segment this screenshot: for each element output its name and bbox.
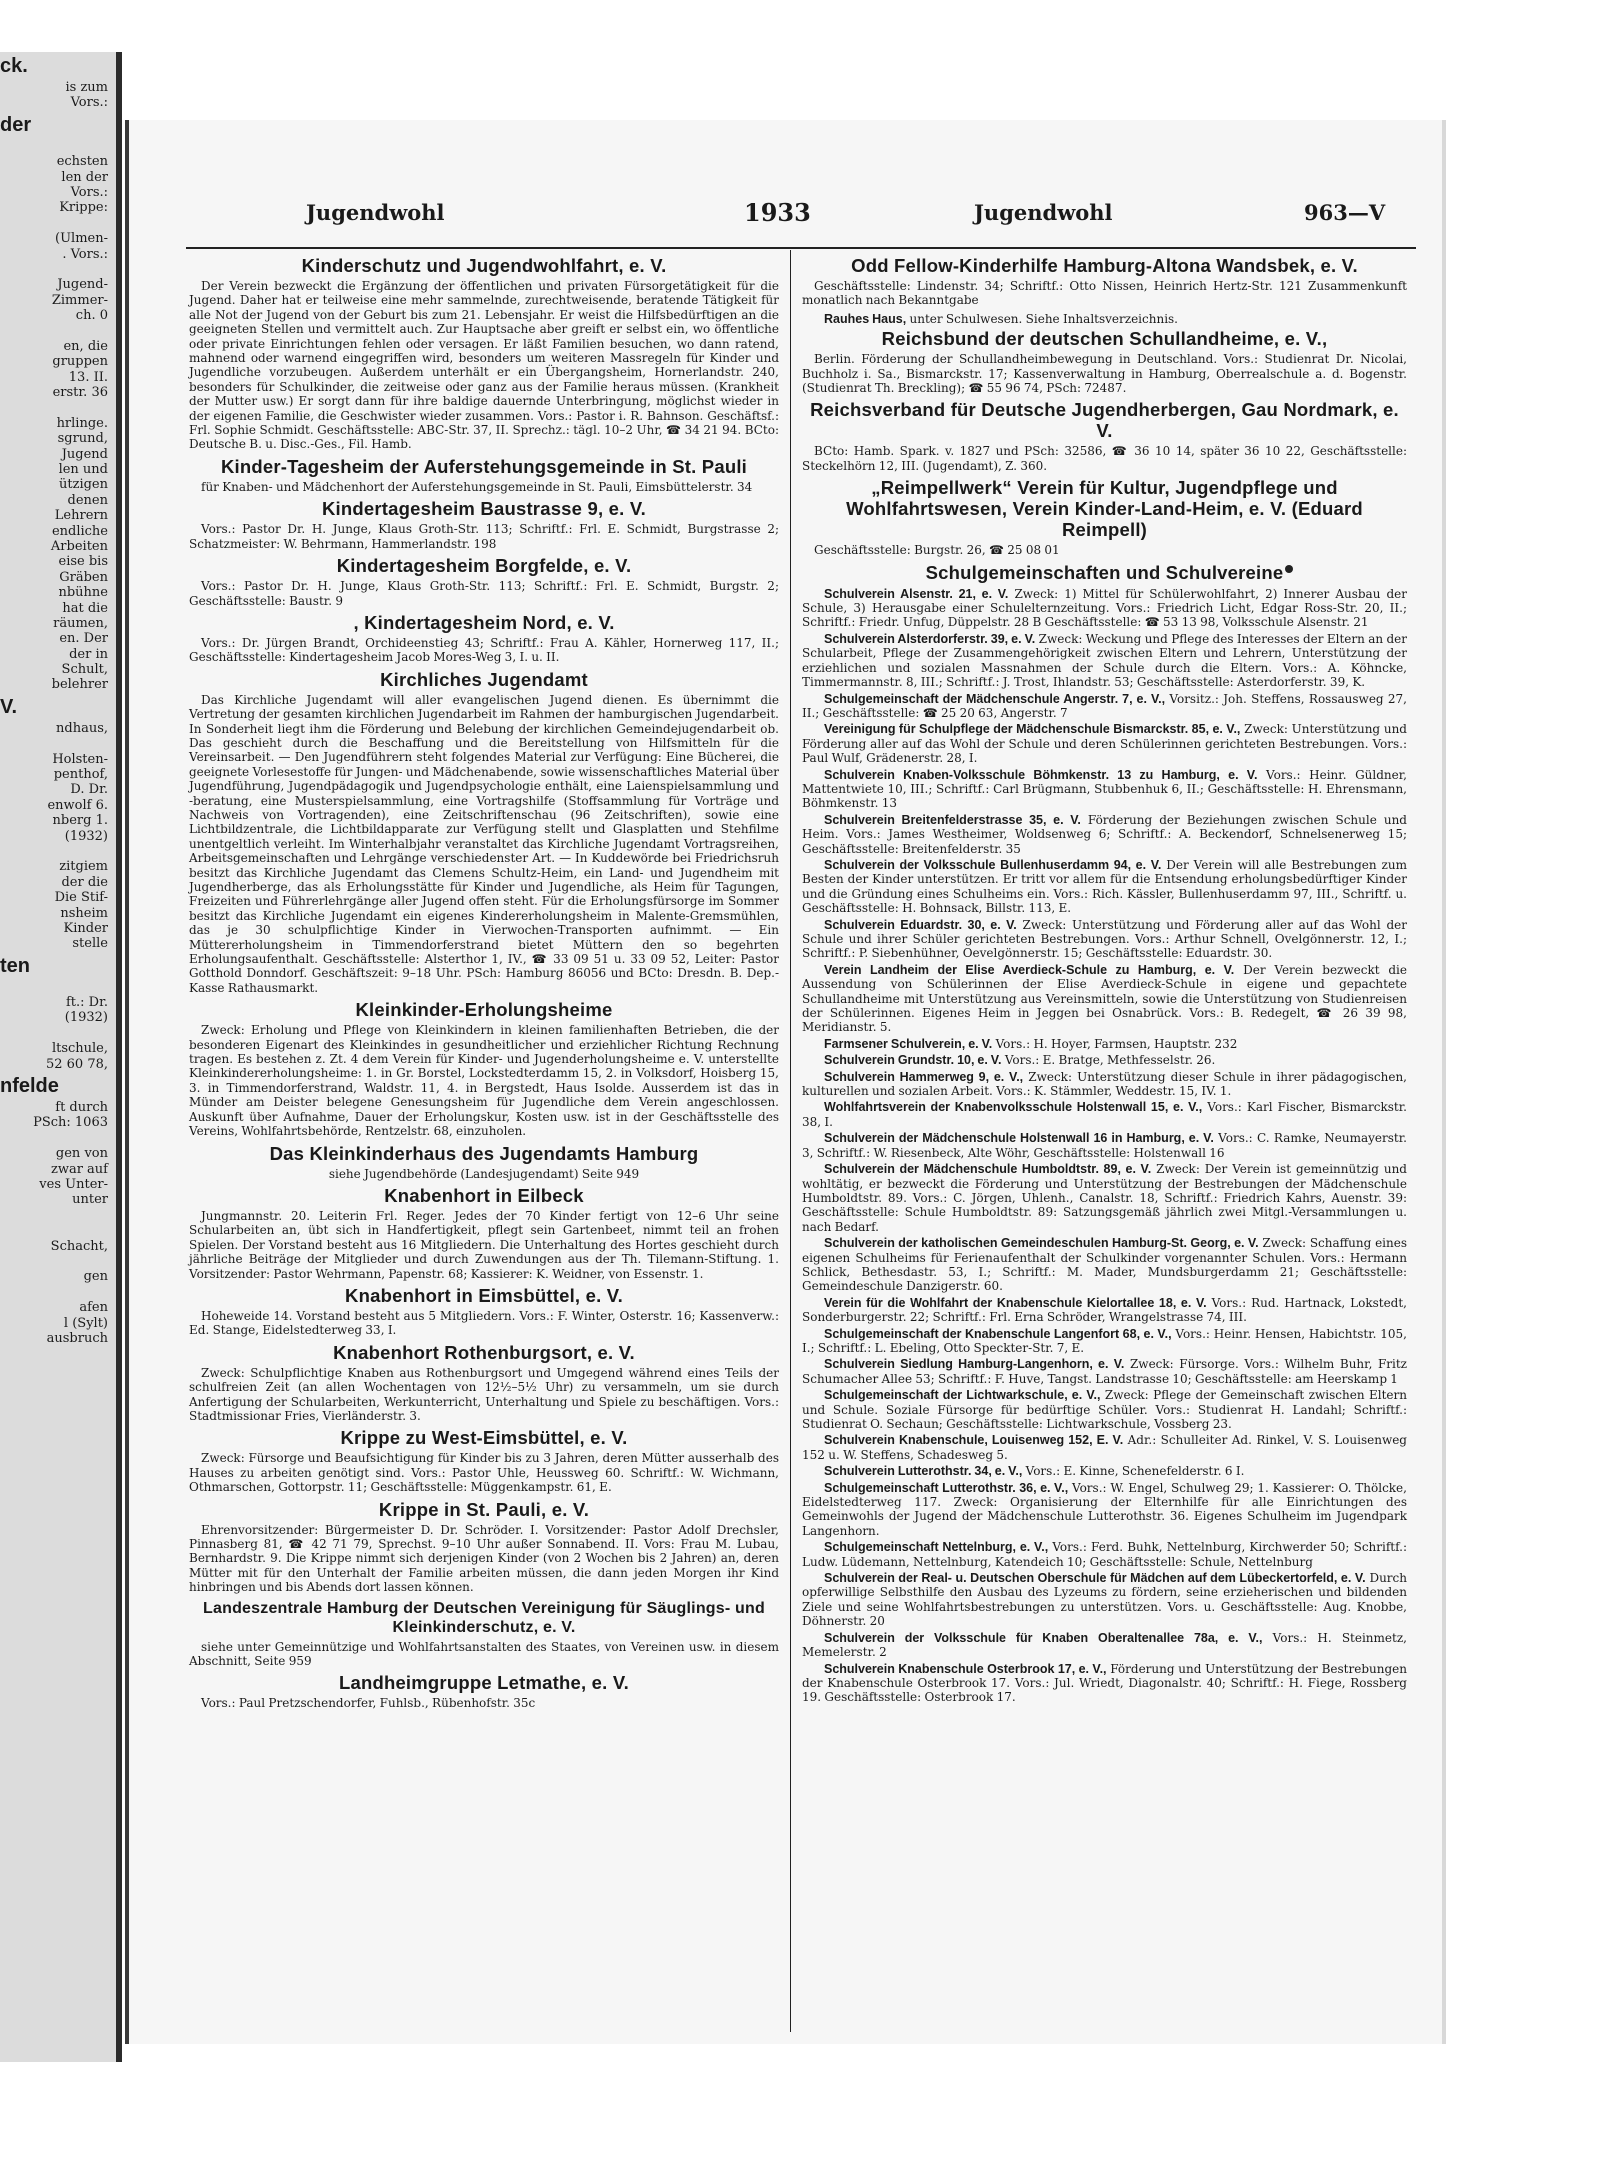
entry [189,255,779,452]
fragment-line: V. [0,695,18,718]
entry-name: Schulgemeinschaft der Lichtwarkschule, e. V., [824,1388,1101,1403]
fragment-line: ltschule, [51,1041,108,1057]
entry-details: Zweck: 1) Mittel für Schülerwohlfahrt, 2) Innerer Ausbau der Schule, 3) Herausgabe einer Schulelternzeitung. Vors.: Friedrich Licht, Edgar Ross-Str. 20, II.; Schriftf.: Friedr. Unfug, Düppelstr. 28 B Geschäftsstelle: ☎ 53 13 98, Volksschule Alsenstr. 21 [802,586,1407,630]
entry-body: Zweck: Erholung und Pflege von Kleinkindern in kleinen familienhaften Betrieben, die der besonderen Eigenart des Kleinkindes in gesundheitlicher und erziehlicher Richtung Rechnung tragen. Es bestehen z. Zt. 4 dem Verein für Kinder- und Jugenderholungsheime e. V. unterstellte Kleinkindererholungsheime: 1. in Gr. Borstel, Lockstedterdamm 15, 2. in Volksdorf, Hoisberg 15, 3. in Timmendorferstrand, Waldstr. 11, 4. in Bergstedt, Haus Isolde. Ausserdem ist das in Münder am Deister belegene Genesungsheim für Jugendliche dem Verein angeschlossen. Auskunft über Aufnahme, Dauer der Erholungskur, Kosten usw. ist in der Geschäftsstelle des Vereins, Wohlfahrtsbehörde, Rentzelstr. 68, einzuholen. [189,1023,779,1139]
entry-name: Schulverein Lutterothstr. 34, e. V., [824,1464,1023,1479]
header-rule [186,247,1416,249]
entry-details: Vors.: Karl Fischer, Bismarckstr. 38, I. [802,1100,1407,1129]
fragment-line: zitgiem [59,859,108,875]
entry-body: Hoheweide 14. Vorstand besteht aus 5 Mitgliedern. Vors.: F. Winter, Osterstr. 16; Kassenverw.: Ed. Stange, Eidelstedterweg 33, I. [189,1308,779,1338]
fragment-line: 13. II. [68,369,108,385]
header-year: 1933 [744,198,811,227]
school-association-entry [802,1236,1407,1294]
entry-text [802,1053,1407,1067]
entry-title: Krippe zu West-Eimsbüttel, e. V. [340,1427,628,1449]
entry-details: Vors.: C. Ramke, Neumayerstr. 3, Schriftf.: W. Riesenbeck, Alte Wöhr, Geschäftsstelle: Holstenwall 16 [802,1131,1407,1160]
fragment-line: enwolf 6. [47,797,108,813]
entry-body: Ehrenvorsitzender: Bürgermeister D. Dr. Schröder. I. Vorsitzender: Pastor Adolf Drechsler, Pinnasberg 81, ☎ 42 71 79, Sprechst. 9–10 Uhr außer Sonnabend. II. Vors: Frau M. Lubau, Bernhardstr. 9. Die Krippe nimmt sich derjenigen Kinder (von 2 Wochen bis 2 Jahren) an, deren Mütter mit für den Unterhalt der Familie arbeiten müssen, die dann jeden Morgen ihr Kind hinbringen und bis Abends dort lassen können. [189,1522,779,1595]
fragment-line: sgrund, [57,431,108,447]
fragment-line: penthof, [53,767,108,783]
school-association-entry [802,1662,1407,1705]
school-association-entry [802,1131,1407,1160]
entry [189,456,779,494]
entry-name: Schulverein Alsterdorferstr. 39, e. V. [824,631,1036,646]
fragment-line: gen von [55,1146,108,1162]
entry-details: Vors.: Heinr. Güldner, Mattentwiete 10, III.; Schriftf.: Carl Brügmann, Stubbenhuk 6, II.; Geschäftsstelle: H. Ehrensmann, Böhmkenstr. 13 [802,767,1407,811]
entry-name: Schulverein der Volksschule Bullenhuserdamm 94, e. V. [824,857,1162,872]
school-association-entry [802,1464,1407,1478]
entry-details: Vors.: E. Kinne, Schenefelderstr. 6 I. [1025,1464,1245,1479]
entry-text [802,1236,1407,1294]
entry-name: Schulgemeinschaft der Knabenschule Langenfort 68, e. V., [824,1326,1172,1341]
entry [189,1285,779,1338]
fragment-line [0,980,116,995]
entry-text [802,1327,1407,1356]
entry [802,255,1407,308]
entry-name: Schulgemeinschaft Lutterothstr. 36, e. V., [824,1480,1069,1495]
entry-details: Zweck: Weckung und Pflege des Interesses der Eltern an der Schularbeit, Pflege der Zusammengehörigkeit zwischen Eltern und Lehrern, Unterstützung der erziehlichen und sozialen Massnahmen der Schule durch die Eltern. Vors.: A. Köhncke, Timmermannstr. 8, III.; Schriftf.: J. Trost, Ihlandstr. 53; Geschäftsstelle: Asterdorferstr. 39, K. [802,631,1408,690]
column-divider [790,250,791,2032]
fragment-line: len der [61,169,108,185]
entry [189,999,779,1138]
fragment-line: Schacht, [50,1238,108,1254]
entry [189,555,779,608]
fragment-line: hat die [62,600,108,616]
fragment-line: ten [0,954,30,977]
entry-details: Vors.: H. Steinmetz, Memelerstr. 2 [802,1630,1407,1660]
entry-title: Reichsverband für Deutsche Jugendherbergen, Gau Nordmark, e. V. [810,399,1399,442]
entry-name: Schulverein Knaben-Volksschule Böhmkenstr. 13 zu Hamburg, e. V. [824,767,1258,782]
school-association-entry [802,1037,1407,1051]
right-column [802,253,1407,1707]
fragment-line: Lehrern [54,508,108,524]
entry-title: Knabenhort in Eilbeck [384,1184,584,1206]
entry-body: Zweck: Schulpflichtige Knaben aus Rothenburgsort und Umgegend während eines Teils der schulfreien Zeit (an allen Wochentagen von 12½–5½ Uhr) zu versammeln, um sie durch Anfertigung der Schularbeiten, Werkunterricht, Unterhaltung und Spiele zu beschäftigen. Vors.: Stadtmissionar Fries, Vierländerstr. 3. [189,1365,779,1423]
fragment-line: en, die [63,338,108,354]
entry-name: Schulverein der Volksschule für Knaben Oberaltenallee 78a, e. V., [824,1630,1263,1645]
entry-title: Das Kleinkinderhaus des Jugendamts Hamburg [269,1142,699,1164]
entry-details: Zweck: Schaffung eines eigenen Schulheims für Ferienaufenthalt der Schulkinder vorgenannter Schulen. Vors.: Hermann Schlick, Bethesdastr. 53, I.; Schriftf.: M. Mader, Mundsburgerdamm 21; Geschäftsstelle: Gemeindeschule Danzigerstr. 60. [802,1236,1407,1294]
entry-body: Berlin. Förderung der Schullandheimbewegung in Deutschland. Vors.: Studienrat Dr. Nicolai, Buchholz i. Sa., Bismarckstr. 17; Kassenverwaltung in Hamburg, Oberrealschule a. d. Bogenstr. (Studienrat Th. Breckling); ☎ 55 96 74, PSch: 72487. [802,352,1407,396]
fragment-line [0,216,116,231]
entry-details: Vors.: W. Engel, Schulweg 29; 1. Kassierer: O. Thölcke, Eidelstedterweg 117. Zweck: Organisierung der Elternhilfe für alle Einrichtungen des Gemeinwohls der Jugend der Mädchenschule Lutterothstr. 36. Eigenes Schulheim im Jugendpark Langenhorn. [802,1480,1407,1538]
entry [189,498,779,551]
entry-details: Vorsitz.: Joh. Steffens, Rossausweg 27, II.; Geschäftsstelle: ☎ 25 20 63, Angerstr. 7 [802,691,1407,720]
fragment-line: ft.: Dr. [65,995,108,1011]
entry [189,669,779,996]
entry-name: Schulverein Grundstr. 10, e. V. [824,1053,1002,1068]
entry-title: Kindertagesheim Borgfelde, e. V. [336,555,632,577]
entry-details: Der Verein will alle Bestrebungen zum Besten der Kinder unterstützen. Er tritt vor allem für die Entsendung erholungsbedürftiger Kinder und die Gründung eines Schulheims ein. Vors.: Rich. Kässler, Bullenhuserdamm 97, III., Schriftf. u. Geschäftsstelle: H. Bohnsack, Billstr. 113, E. [802,857,1407,916]
entry-name: Schulverein Hammerweg 9, e. V., [824,1069,1024,1084]
entry [802,477,1407,557]
fragment-line: ck. [0,55,28,77]
entry-text [802,1162,1407,1234]
entry-name: Schulverein Siedlung Hamburg-Langenhorn, e. V. [824,1357,1125,1372]
entry [189,612,779,665]
entry-body: Vors.: Dr. Jürgen Brandt, Orchideenstieg 43; Schriftf.: Frau A. Kähler, Hornerweg 117, II.; Geschäftsstelle: Kindertagesheim Jacob Mores-Weg 3, I. u. II. [189,635,779,665]
left-column [189,253,779,1715]
school-association-entry [802,1053,1407,1067]
fragment-line: unter [72,1192,108,1208]
school-association-entry [802,1070,1407,1099]
fragment-line: endliche [51,523,108,539]
entry [189,1599,779,1669]
running-head [169,200,1419,236]
fragment-line: zwar auf [50,1161,108,1177]
entry-title: Kinder-Tagesheim der Auferstehungsgemeinde in St. Pauli [220,455,747,477]
entry-details: Zweck: Pflege der Gemeinschaft zwischen Eltern und Schule. Soziale Fürsorge für bedürftige Schüler. Vors.: Studienrat H. Landahl; Schriftf.: Studienrat O. Sechaun; Geschäftsstelle: Lichtwarkschule, Vossberg 23. [802,1388,1407,1431]
fragment-line: erstr. 36 [52,385,108,401]
entry-text [802,1131,1407,1160]
entry-text [802,692,1407,721]
entry-details: unter Schulwesen. Siehe Inhaltsverzeichnis. [909,311,1178,326]
school-association-entry [802,768,1407,811]
fragment-line: der in [69,646,108,662]
fragment-line: eise bis [58,554,108,570]
fragment-line: en. Der [59,631,108,647]
school-association-entry [802,813,1407,856]
fragment-line: denen [67,492,108,508]
entry-body: Vors.: Paul Pretzschendorfer, Fuhlsb., Rübenhofstr. 35c [201,1696,536,1711]
entry-body: Der Verein bezweckt die Ergänzung der öffentlichen und privaten Fürsorgetätigkeit für die Jugend. Daher hat er teilweise eine mehr sammelnde, zurechtweisende, beratende Tätigkeit für alle Not der Jugend von der Geburt bis zum 21. Lebensjahr. Er weist die Hilfsbedürftigen an die geeigneten Stellen und vermittelt auch. Zur Hauptsache aber greift er selbst ein, wo öffentliche oder private Einrichtungen fehlen oder versagen. Er läßt Familien besuchen, wo dann ratend, mahnend oder warnend eingegriffen wird, besonders um weiteren Massregeln für Kinder und Jugendliche vorzubeugen. Außerdem unterhält er ein Übergangsheim, Hornerlandstr. 240, besonders für Schulkinder, die zeitweise oder ganz aus der Familie heraus müssen. (Krankheit der Mutter usw.) Er sorgt dann für ihre baldige dauernde Unterbringung, möglichst wieder in der eigenen Familie, die Geschwister wieder zusammen. Vors.: Pastor i. R. Bahnson. Geschäftsf.: Frl. Sophie Schmidt. Geschäftsstelle: ABC-Str. 37, II. Sprechz.: tägl. 10–2 Uhr, ☎ 34 21 94. BCto: Deutsche B. u. Disc.-Ges., Fil. Hamb. [189,279,779,452]
entry-details: Zweck: Der Verein ist gemeinnützig und wohltätig, er bezweckt die Förderung und Unterstützung der Bestrebungen der Mädchenschule Humboldtstr. 89. Vors.: C. Jörgen, Uhlenh., Canalstr. 18, Schriftf.: Friedrich Kahrs, Auenstr. 39: Geschäftsstelle: Schule Humboldtstr. 89: Satzungsgemäß jährlich zwei Mitgl.-Versammlungen u. nach Bedarf. [802,1162,1407,1234]
entry-name: Schulverein Knabenschule, Louisenweg 152, E. V. [824,1433,1124,1448]
entry-text [802,1433,1407,1462]
fragment-line: 52 60 78, [45,1056,108,1072]
entry-title: , Kindertagesheim Nord, e. V. [353,611,615,633]
entry-details: Vors.: Rud. Hartnack, Lokstedt, Sonderburgerstr. 22; Schriftf.: Frl. Erna Schröder, Wrangelstrasse 74, III. [802,1295,1407,1325]
entry-name: Schulverein Breitenfelderstrasse 35, e. V. [824,812,1081,827]
entry-body: Geschäftsstelle: Burgstr. 26, ☎ 25 08 01 [814,543,1060,558]
entry-name: Schulverein der Mädchenschule Holstenwall 16 in Hamburg, e. V. [824,1131,1214,1146]
entry-name: Schulverein der Mädchenschule Humboldtstr. 89, e. V. [824,1162,1152,1177]
fragment-line: räumen, [53,615,108,631]
fragment-line [0,400,116,415]
entry-text [802,768,1407,811]
entry-details: Der Verein bezweckt die Aussendung von Schülerinnen der Elise Averdieck-Schule in eigene und gepachtete Schullandheime mit Unterstützung aus Vereinsmitteln, sowie die Unterstützung von Studienreisen der Schülerinnen. Eigenes Heim in Jeggen bei Osnabrück. Vors.: B. Redegelt, ☎ 26 39 98, Meridianstr. 5. [802,962,1407,1035]
entry-name: Schulverein Knabenschule Osterbrook 17, e. V., [824,1661,1107,1676]
entry-body: Zweck: Fürsorge und Beaufsichtigung für Kinder bis zu 3 Jahren, deren Mütter ausserhalb des Hauses zu arbeiten genötigt sind. Vors.: Pastor Uhle, Heussweg 60. Schriftf.: W. Wichmann, Othmarschen, Gottorpstr. 11; Geschäftsstelle: Müggenkampstr. 61, E. [189,1451,779,1495]
fragment-line: Arbeiten [50,538,108,554]
entry-text [802,1571,1407,1629]
fragment-line: gen [83,1269,108,1285]
margin-dot [1285,565,1293,573]
entry-details: Adr.: Schulleiter Ad. Rinkel, V. S. Louisenweg 152 u. W. Steffens, Schadesweg 5. [802,1433,1407,1462]
entry-title: Kirchliches Jugendamt [380,668,588,690]
school-association-entry [802,858,1407,916]
fragment-line: der [0,113,32,136]
fragment-line [0,262,116,277]
fragment-line [0,1131,116,1146]
school-association-entry [802,963,1407,1035]
fragment-line: Jugend [61,446,108,462]
entry-details: Vors.: H. Hoyer, Farmsen, Hauptstr. 232 [995,1036,1238,1051]
fragment-line: Zimmer- [51,292,108,308]
entry-details: Vors.: Ferd. Buhk, Nettelnburg, Kirchwerder 50; Schriftf.: Ludw. Lüdemann, Nettelnburg, Katendeich 10; Geschäftsstelle: Schule, Nettelnburg [802,1540,1407,1569]
entry-title: Kinderschutz und Jugendwohlfahrt, e. V. [301,255,667,276]
entry-text [802,1464,1407,1478]
entry [189,1143,779,1181]
fragment-line: len und [58,461,108,477]
entry-name: Schulgemeinschaft der Mädchenschule Angerstr. 7, e. V., [824,691,1166,706]
entry-body: siehe unter Gemeinnützige und Wohlfahrtsanstalten des Staates, von Vereinen usw. in diesem Abschnitt, Seite 959 [189,1639,779,1669]
entry-name: Schulverein der Real- u. Deutschen Oberschule für Mädchen auf dem Lübeckertorfeld, e. V. [824,1571,1366,1586]
fragment-line: Schult, [61,662,108,678]
entry-name: Schulverein der katholischen Gemeindeschulen Hamburg-St. Georg, e. V. [824,1236,1259,1251]
entry-details: Vors.: Heinr. Hensen, Habichtstr. 105, I.; Schriftf.: L. Ebeling, Otto Speckter-Str. 7, E. [802,1326,1407,1355]
fragment-line: afen [79,1300,108,1316]
entry-title: Schulgemeinschaften und Schulvereine [925,561,1284,583]
entry-details: Zweck: Unterstützung und Förderung aller auf das Wohl der Schule und deren Schülerinnen gerichteten Bestrebungen. Vors.: Paul Wulf, Grädenerstr. 28, I. [802,722,1407,766]
entry-text [802,813,1407,856]
entry-name: Schulverein Eduardstr. 30, e. V. [824,917,1017,932]
school-association-entry [802,1481,1407,1539]
fragment-line: nsheim [60,905,108,921]
entry-name: Farmsener Schulverein, e. V. [824,1036,993,1051]
entry-text [802,1631,1407,1660]
fragment-line: stelle [72,936,108,952]
entry-text [802,1100,1407,1129]
fragment-line: Holsten- [52,751,108,767]
school-association-entry [802,1162,1407,1234]
entry-title: Kindertagesheim Baustrasse 9, e. V. [321,498,647,520]
fragment-line: (1932) [64,828,108,844]
fragment-line: is zum [65,80,108,95]
entry-details: Vors.: E. Bratge, Methfesselstr. 26. [1004,1053,1216,1068]
school-association-entry [802,1296,1407,1325]
fragment-line: Die Stif- [54,890,108,906]
entry-text [802,1662,1407,1705]
school-association-entry [802,632,1407,690]
entry-text [802,1357,1407,1386]
entry-text [802,1070,1407,1099]
entry [802,399,1407,473]
fragment-line [0,1026,116,1041]
fragment-line: ützigen [59,477,108,493]
entry [189,1672,779,1710]
entry-details: Zweck: Fürsorge. Vors.: Wilhelm Buhr, Fritz Schumacher Allee 53; Schriftf.: F. Huve, Tangst. Landstrasse 10; Geschäftsstelle: am Heerskamp 1 [802,1357,1408,1386]
fragment-line: ch. 0 [75,308,108,324]
fragment-line: hrlinge. [56,415,108,431]
fragment-line: nfelde [0,1075,59,1098]
fragment-line: ves Unter- [39,1177,108,1192]
fragment-line [0,139,116,154]
fragment-line: ndhaus, [56,720,108,736]
entry-title: Reichsbund der deutschen Schullandheime, e. V., [881,328,1328,350]
fragment-line: gruppen [52,354,108,370]
fragment-line [0,1208,116,1223]
entry-name: Wohlfahrtsverein der Knabenvolksschule Holstenwall 15, e. V., [824,1100,1203,1115]
entry-name: Schulgemeinschaft Nettelnburg, e. V., [824,1540,1049,1555]
fragment-line [0,1254,116,1269]
entry-title: Odd Fellow-Kinderhilfe Hamburg-Altona Wandsbek, e. V. [851,255,1358,276]
entry-details: Förderung der Beziehungen zwischen Schule und Heim. Vors.: James Westheimer, Woldsenweg 6; Schriftf.: A. Beckendorf, Schnelsenerweg 15; Geschäftsstelle: Breitenfelderstr. 35 [802,812,1407,856]
entry-title: Landheimgruppe Letmathe, e. V. [338,1672,630,1694]
fragment-line: Kinder [63,920,108,936]
school-association-entry [802,312,1407,326]
fragment-line [0,1285,116,1300]
entry-title: Knabenhort in Eimsbüttel, e. V. [345,1284,623,1306]
scanned-page [125,120,1442,2044]
fragment-line [0,1223,116,1238]
school-association-entry [802,918,1407,961]
school-association-entry [802,1433,1407,1462]
entry-title: Landeszentrale Hamburg der Deutschen Vereinigung für Säuglings- und Kleinkinderschutz, e. V. [203,1599,765,1636]
entry-body: Vors.: Pastor Dr. H. Junge, Klaus Groth-Str. 113; Schriftf.: Frl. E. Schmidt, Burgstr. 2; Geschäftsstelle: Baustr. 9 [189,579,779,608]
entry-body: Jungmannstr. 20. Leiterin Frl. Reger. Jedes der 70 Kinder fertigt von 12–6 Uhr seine Schularbeiten an, übt sich in Handfertigkeit, pflegt sein Gartenbeet, nimmt teil an frohen Spielen. Der Vorstand besteht aus 16 Mitgliedern. Die Unterhaltung des Hortes geschieht durch jährliche Beiträge der Mitglieder und durch Zuwendungen aus der Th. Tilemann-Stiftung. 1. Vorsitzender: Pastor Wehrmann, Papenstr. 68; Kassierer: K. Weidner, von Essenstr. 1. [189,1208,779,1281]
school-association-entry [802,1571,1407,1629]
entry-text [802,722,1407,765]
fragment-line: nbühne [58,585,108,601]
entry [802,562,1407,583]
entry-text [802,858,1407,916]
entry-text [802,918,1407,961]
entry-name: Vereinigung für Schulpflege der Mädchenschule Bismarckstr. 85, e. V., [824,722,1241,737]
fragment-line: (Ulmen- [55,231,108,247]
entry-details: Förderung und Unterstützung der Bestrebungen der Knabenschule Osterbrook 17. Vors.: Jul. Wriedt, Diagonalstr. 40; Schriftf.: H. Fiege, Rossberg 19. Geschäftsstelle: Osterbrook 17. [802,1661,1407,1705]
school-association-entry [802,722,1407,765]
fragment-line: Vors.: [70,184,108,200]
school-association-entry [802,1631,1407,1660]
fragment-line [0,323,116,338]
entry [189,1427,779,1494]
entry-text [802,963,1407,1035]
fragment-line: ft durch [55,1100,108,1116]
school-association-entry [802,1357,1407,1386]
entry-name: Verein für die Wohlfahrt der Knabenschule Kielortallee 18, e. V. [824,1295,1207,1310]
fragment-line: Krippe: [59,200,108,216]
fragment-line: der die [61,874,108,890]
entry-body: Vors.: Pastor Dr. H. Junge, Klaus Groth-Str. 113; Schriftf.: Frl. E. Schmidt, Burgstrasse 2; Schatzmeister: W. Behrmann, Hammerlandstr. 198 [189,522,779,551]
entry-name: Verein Landheim der Elise Averdieck-Schule zu Hamburg, e. V. [824,962,1235,977]
entry-text [802,312,1407,326]
entry [189,1342,779,1424]
entry-text [802,632,1407,690]
header-right-title: Jugendwohl [974,200,1113,225]
entry-title: Kleinkinder-Erholungsheime [355,999,613,1021]
entry-title: Krippe in St. Pauli, e. V. [378,1498,590,1520]
school-association-entry [802,1327,1407,1356]
entry-text [802,1388,1407,1431]
entry [802,328,1407,395]
entry [189,1185,779,1281]
school-association-entry [802,692,1407,721]
entry-text [802,1296,1407,1325]
fragment-line: Jugend- [57,277,108,293]
entry-title: „Reimpellwerk“ Verein für Kultur, Jugendpflege und Wohlfahrtswesen, Verein Kinder-Land-Heim, e. V. (Eduard Reimpell) [846,477,1363,541]
school-association-entry [802,587,1407,630]
fragment-line: Vors.: [70,95,108,111]
fragment-line: PSch: 1063 [33,1115,108,1131]
fragment-line [0,736,116,751]
fragment-line: nberg 1. [52,813,108,829]
entry-details: Zweck: Unterstützung dieser Schule in ihrer pädagogischen, kulturellen und sozialen Arbeit. Vors.: K. Stämmler, Weddestr. 15, IV. 1. [802,1069,1407,1099]
header-left-title: Jugendwohl [306,200,445,225]
entry-body: Das Kirchliche Jugendamt will aller evangelischen Jugend dienen. Es übernimmt die Vertretung der gesamten kirchlichen Jugendarbeit im Rahmen der hamburgischen Jugendarbeit. In Sonderheit liegt ihm die Förderung und Belebung der kirchlichen Gemeindejugendarbeit ob. Das geschieht durch die Beschaffung und die Bereitstellung von Hilfsmitteln für die Vereinsarbeit. — Den Jugendführern steht folgendes Material zur Verfügung: Eine Bücherei, die geeignete Vorlesestoffe für Jungen- und Mädchenabende, sowie wissenschaftliches Material über Jugendführung, Jugendpädagogik und Jugendpsychologie enthält, eine Laienspielsammlung und -beratung, eine Musterspielsammlung, eine Vortragshilfe (Stoffsammlung für Vorträge und Nachweis von Vortragenden), eine Zeitschriftenschau (96 Zeitschriften), sowie eine Lichtbildzentrale, die Lichtbildapparate zur Verfügung stellt und Glasplatten und Stehfilme unentgeltlich verleiht. Im Winterhalbjahr veranstaltet das Kirchliche Jugendamt Vortragsreihen, Arbeitsgemeinschaften und Lehrgänge verschiedenster Art. — In Kuddewörde bei Friedrichsruh besitzt das Kirchliche Jugendamt das Clemens Schultz-Heim, ein Land- und Jugendheim mit Jugendherberge, das als Erholungsstätte für Kinder und Jugendliche, als Heim für Tagungen, Freizeiten und Führerlehrgänge aller Jugend offen steht. Für die Erholungsfürsorge im Sommer besitzt das Kirchliche Jugendamt ein eigenes Kindererholungsheim in Malente-Gremsmühlen, das je 30 schulpflichtige Kinder in Vierwochen-Transporten aufnimmt. — Ein Müttererholungsheim in Timmendorferstrand bietet Müttern den so begehrten Erholungsaufenthalt. Geschäftsstelle: Alsterthor 1, IV., ☎ 33 09 51 u. 33 09 52, Leiter: Pastor Gotthold Donndorf. Geschäftszeit: 9–18 Uhr. PSch: Hamburg 86056 und BCto: Dresdn. B. Dep.-Kasse Rathausmarkt. [189,692,779,995]
entry-title: Knabenhort Rothenburgsort, e. V. [333,1341,635,1363]
entry-body: BCto: Hamb. Spark. v. 1827 und PSch: 32586, ☎ 36 10 14, später 36 10 22, Geschäftsstelle: Steckelhörn 12, III. (Jugendamt), Z. 360. [802,444,1407,473]
school-association-entry [802,1100,1407,1129]
fragment-line: (1932) [64,1010,108,1026]
entry-name: Schulverein Alsenstr. 21, e. V. [824,586,1009,601]
entry-body: für Knaben- und Mädchenhort der Auferstehungsgemeinde in St. Pauli, Eimsbüttelerstr. 34 [201,479,753,494]
fragment-line: echsten [56,154,108,170]
entry-text [802,1037,1407,1051]
fragment-line: belehrer [51,677,108,693]
school-association-entry [802,1388,1407,1431]
left-page-fragment [0,52,122,2062]
entry [189,1499,779,1595]
fragment-line: D. Dr. [70,782,108,798]
entry-text [802,587,1407,630]
fragment-line: Gräben [59,569,108,585]
entry-reference: siehe Jugendbehörde (Landesjugendamt) Seite 949 [328,1166,640,1181]
entry-details: Zweck: Unterstützung und Förderung aller auf das Wohl der Schule und ihrer Schüler gerichteten Bestrebungen. Vors.: Arthur Schnell, Ovelgönnerstr. 12, I.; Schriftf.: P. Siebenhühner, Oevelgönnerstr. 15; Geschäftsstelle: Eduardstr. 30. [802,917,1407,961]
entry-details: Durch opferwillige Selbsthilfe den Ausbau des Lyzeums zu fördern, seine erzieherischen und bildenden Ziele und seine Wohlfahrtsbestrebungen zu unterstützen. Vors. u. Geschäftsstelle: Aug. Knobbe, Döhnerstr. 20 [802,1571,1407,1629]
school-association-entry [802,1540,1407,1569]
entry-text [802,1540,1407,1569]
entry-body: Geschäftsstelle: Lindenstr. 34; Schriftf.: Otto Nissen, Heinrich Hertz-Str. 121 Zusammenkunft monatlich nach Bekanntgabe [802,279,1407,308]
page-number: 963—V [1304,200,1386,225]
entry-name: Rauhes Haus, [824,311,907,326]
fragment-line [0,844,116,859]
fragment-line: l (Sylt) [63,1315,108,1331]
fragment-line: ausbruch [46,1330,108,1346]
fragment-line: . Vors.: [62,246,108,262]
entry-text [802,1481,1407,1539]
